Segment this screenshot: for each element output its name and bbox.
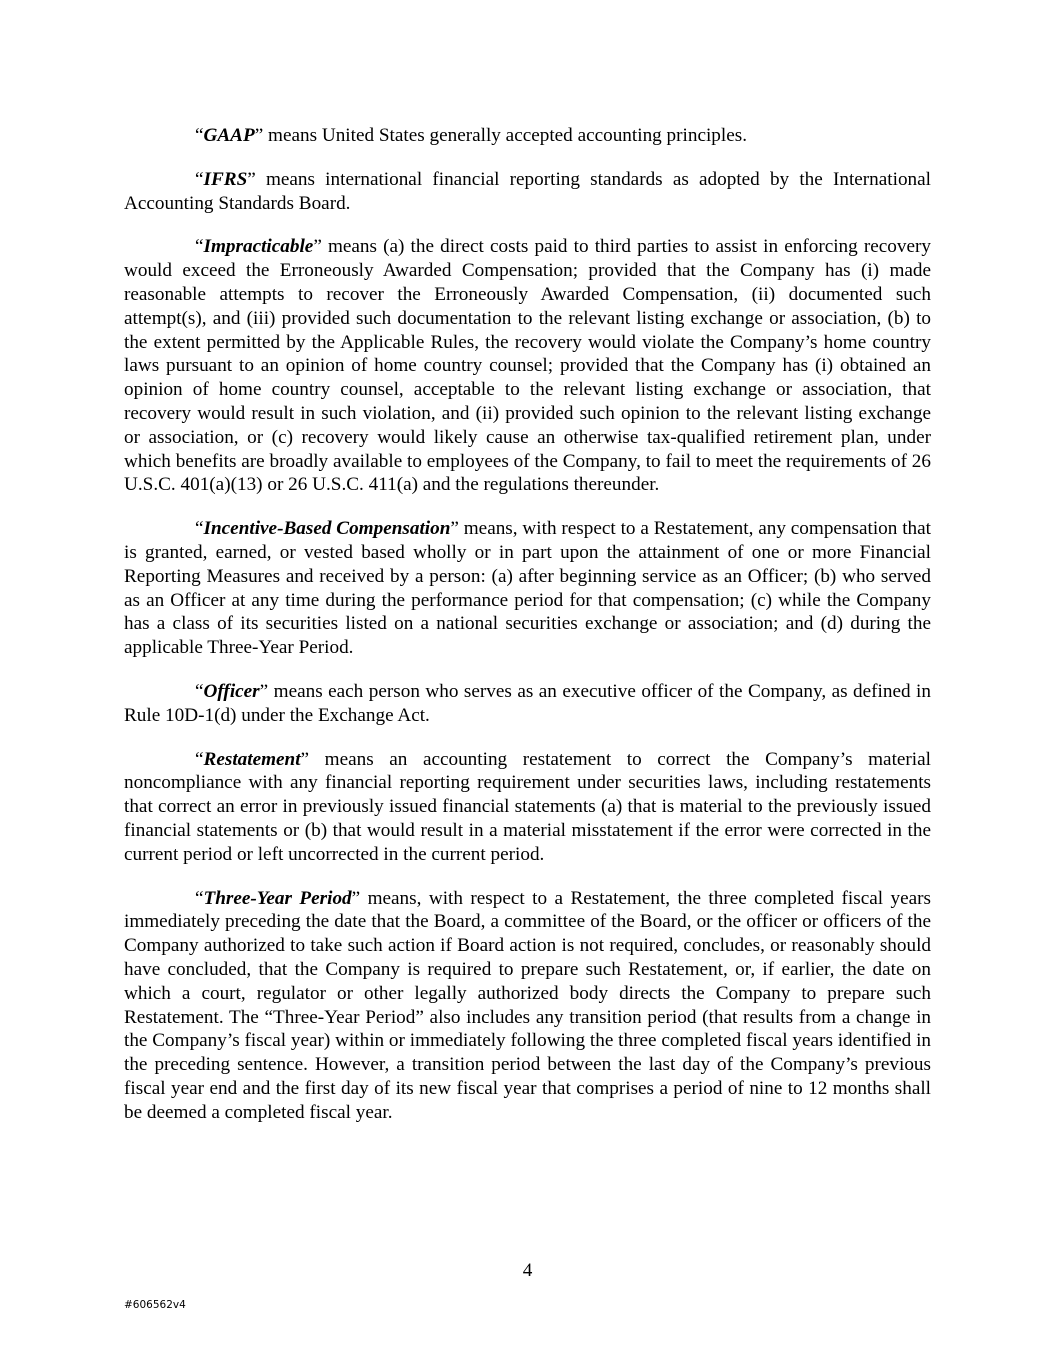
definition-gaap (124, 124, 931, 148)
definition-text: ” means international financial reporting standards as adopted by the International Accounting Standards Board. (124, 168, 931, 214)
defined-term: Officer (203, 680, 260, 702)
open-quote: “ (195, 887, 204, 909)
definition-impracticable (124, 235, 931, 497)
definition-officer (124, 680, 931, 728)
page-number: 4 (522, 1260, 533, 1281)
definition-three-year-period (124, 887, 931, 1125)
open-quote: “ (195, 748, 204, 770)
defined-term: Three-Year Period (203, 887, 352, 909)
defined-term: Incentive-Based Compensation (203, 518, 451, 540)
definition-text: ” means, with respect to a Restatement, the three completed fiscal years immediately preceding the date that the Board, a committee of the Board, or the officer or officers of the Company authorized to take such action if Board action is not required, concludes, or reasonably should have concluded, that the Company is required to prepare such Restatement, or, if earlier, the date on which a court, regulator or other legally authorized body directs the Company to prepare such Restatement. The “Three-Year Period” also includes any transition period (that results from a change in the Company’s fiscal year) within or immediately following the three completed fiscal years identified in the preceding sentence. However, a transition period between the last day of the Company’s previous fiscal year end and the first day of its new fiscal year that comprises a period of nine to 12 months shall be deemed a completed fiscal year. (124, 887, 931, 1123)
defined-term: Impracticable (203, 236, 314, 258)
defined-term: Restatement (203, 748, 301, 770)
defined-term: IFRS (203, 168, 248, 190)
definition-text: ” means, with respect to a Restatement, any compensation that is granted, earned, or vested based wholly or in part upon the attainment of one or more Financial Reporting Measures and received by a person: (a) after beginning service as an Officer; (b) who served as an Officer at any time during the performance period for that compensation; (c) while the Company has a class of its securities listed on a national securities exchange or association; and (d) during the applicable Three-Year Period. (124, 518, 931, 659)
definition-text: ” means United States generally accepted accounting principles. (254, 125, 748, 146)
open-quote: “ (195, 680, 204, 702)
open-quote: “ (195, 125, 204, 146)
definition-text: ” means (a) the direct costs paid to third parties to assist in enforcing recovery would exceed the Erroneously Awarded Compensation; provided that the Company has (i) made reasonable attempts to recover the Erroneously Awarded Compensation, (ii) documented such attempt(s), and (iii) provided such documentation to the relevant listing exchange or association, (b) to the extent permitted by the Applicable Rules, the recovery would violate the Company’s home country laws pursuant to an opinion of home country counsel; provided that the Company has (i) obtained an opinion of home country counsel, acceptable to the relevant listing exchange or association, that recovery would result in such violation, and (ii) provided such opinion to the relevant listing exchange or association, or (c) recovery would likely cause an otherwise tax-qualified retirement plan, under which benefits are broadly available to employees of the Company, to fail to meet the requirements of 26 U.S.C. 401(a)(13) or 26 U.S.C. 411(a) and the regulations thereunder. (124, 236, 931, 496)
document-id: #606562v4 (124, 1299, 186, 1311)
open-quote: “ (195, 236, 204, 258)
document-body (124, 124, 931, 1144)
defined-term: GAAP (203, 125, 255, 146)
open-quote: “ (195, 168, 204, 190)
open-quote: “ (195, 518, 204, 540)
definition-text: ” means an accounting restatement to correct the Company’s material noncompliance with any financial reporting requirement under securities laws, including restatements that correct an error in previously issued financial statements (a) that is material to the previously issued financial statements or (b) that would result in a material misstatement if the error were corrected in the current period or left uncorrected in the current period. (124, 748, 931, 865)
definition-ifrs (124, 168, 931, 216)
definition-incentive-based-compensation (124, 517, 931, 660)
definition-restatement (124, 748, 931, 867)
definition-text: ” means each person who serves as an executive officer of the Company, as defined in Rule 10D-1(d) under the Exchange Act. (124, 680, 931, 726)
